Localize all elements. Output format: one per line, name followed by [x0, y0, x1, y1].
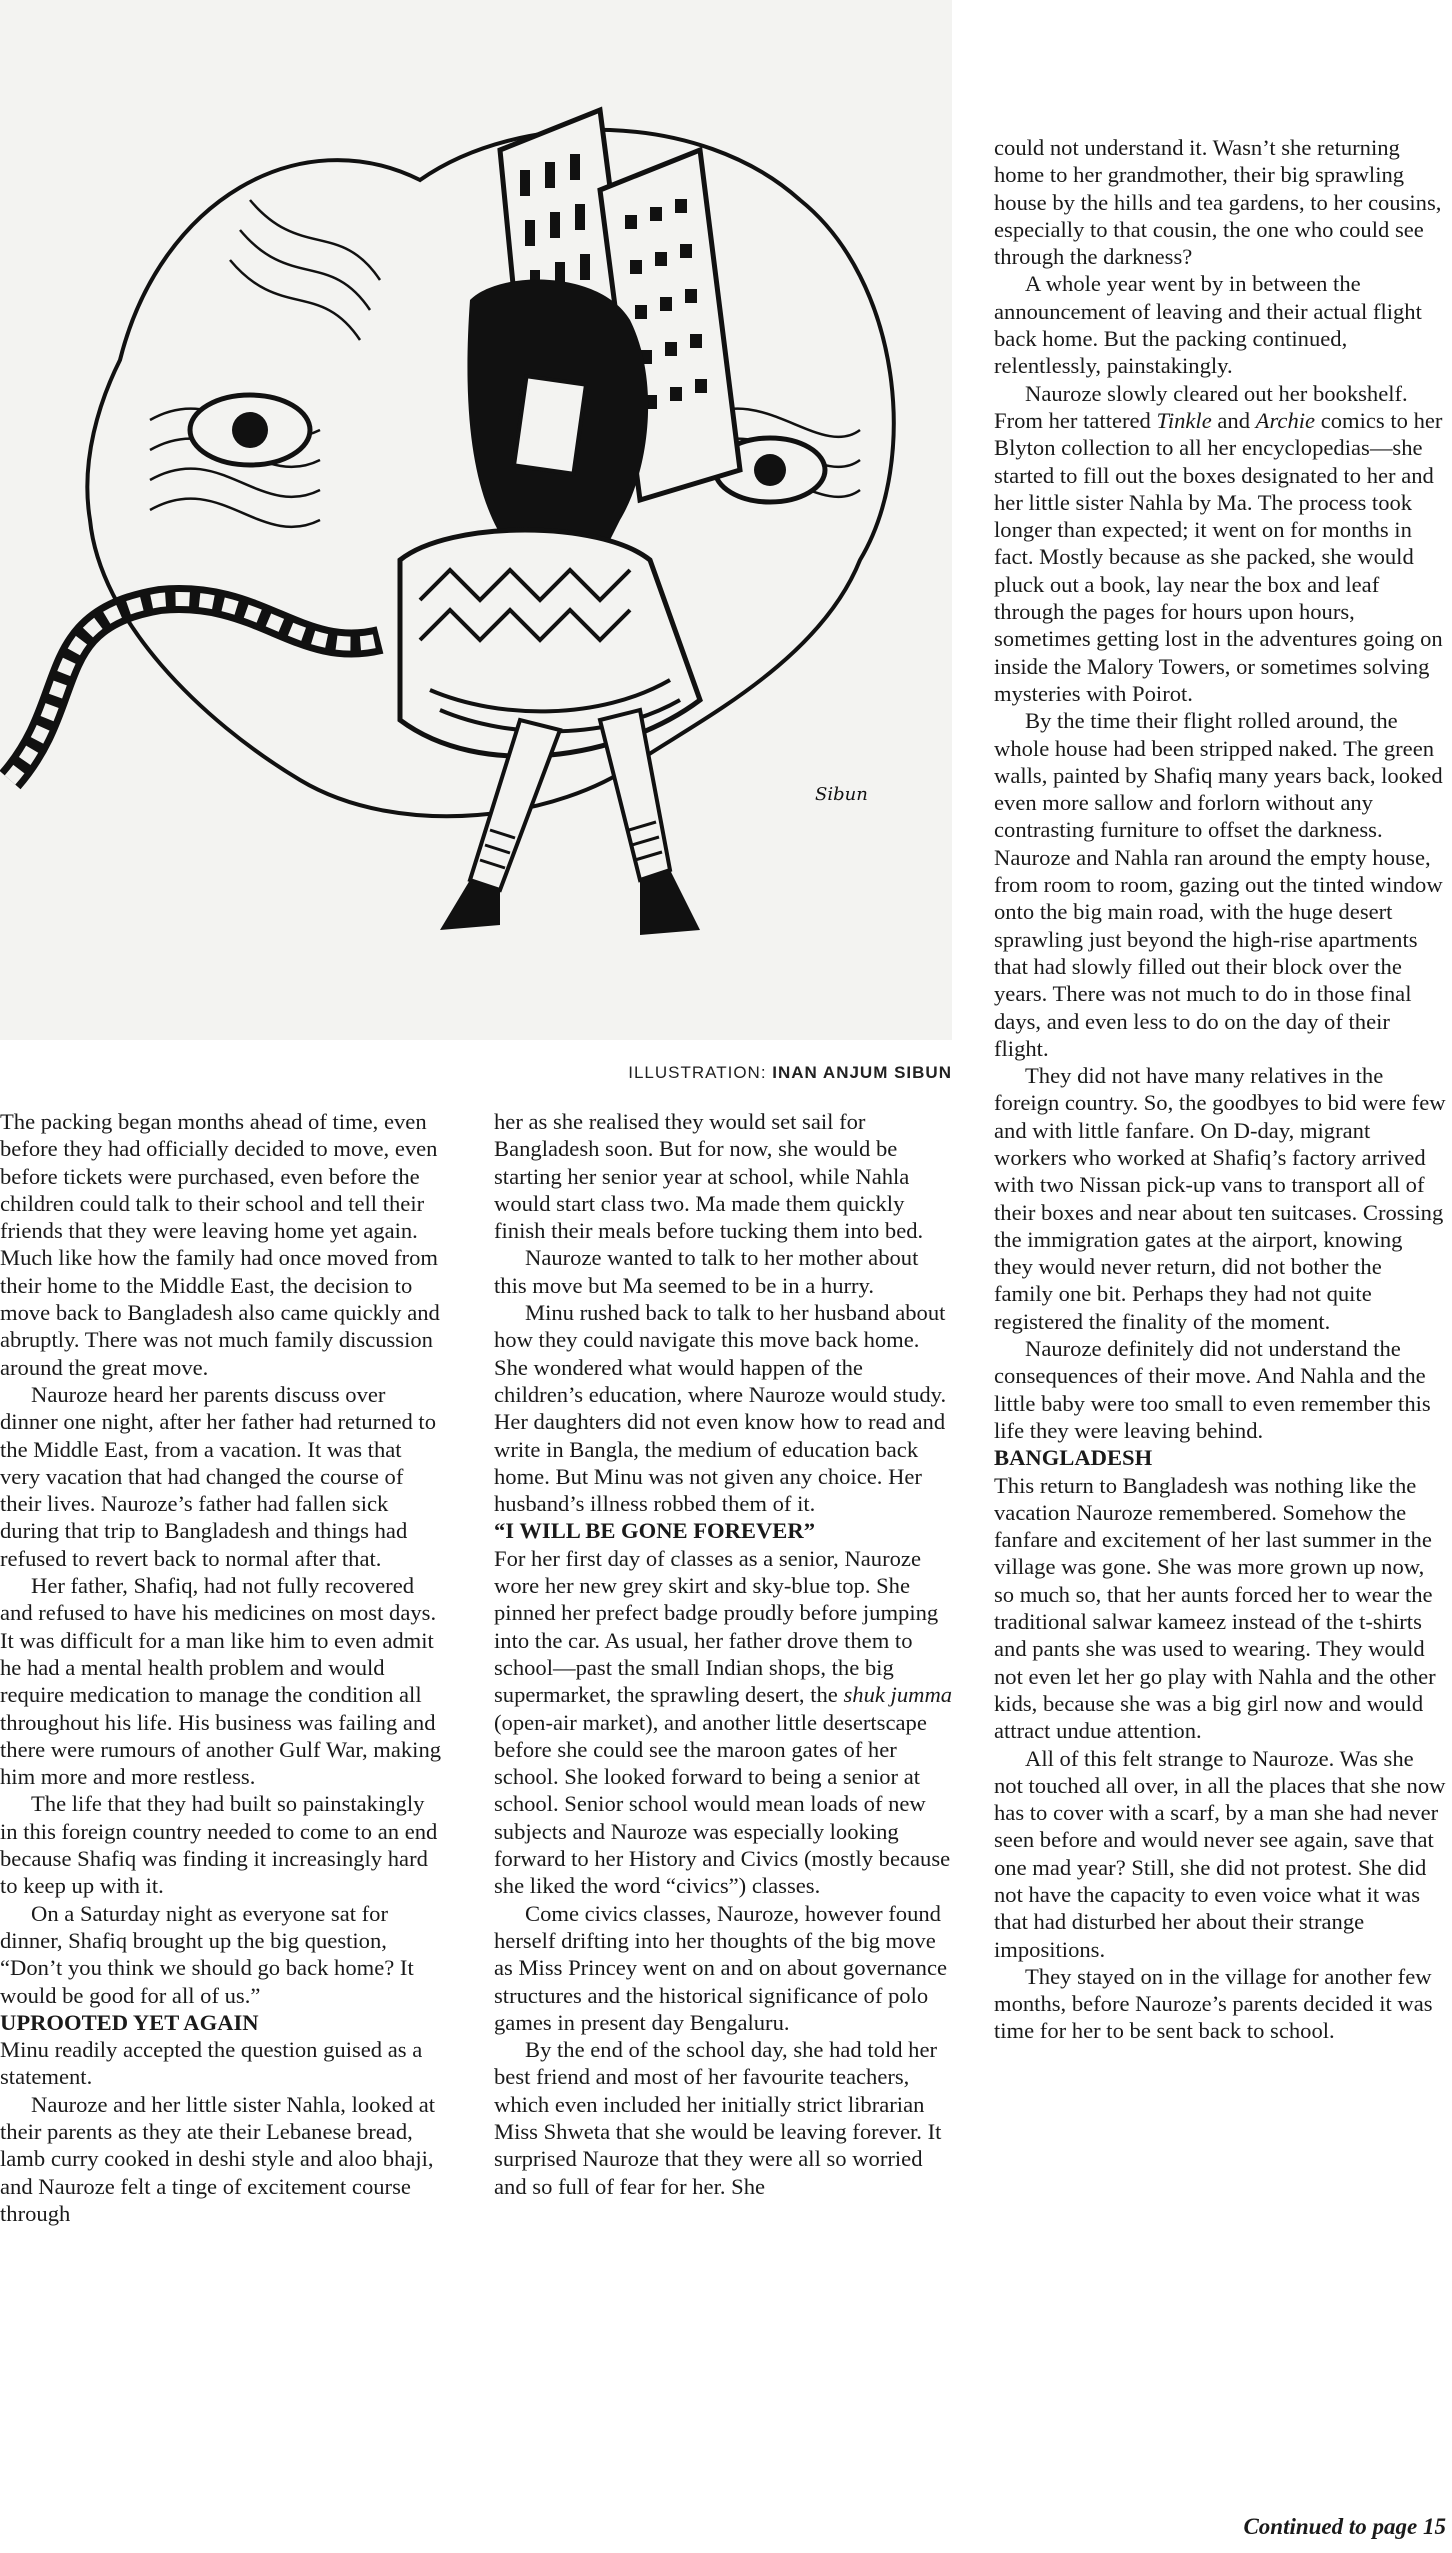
article-illustration	[0, 0, 952, 1040]
section-heading: “I WILL BE GONE FOREVER”	[494, 1518, 815, 1544]
illustration-credit	[612, 1063, 952, 1083]
italic-term: Archie	[1255, 407, 1316, 433]
paragraph: They stayed on in the village for another few months, before Nauroze’s parents decided it was time for her to be sent back to school.	[994, 1963, 1433, 2044]
article-column-2	[494, 1108, 954, 2200]
paragraph: could not understand it. Wasn’t she returning home to her grandmother, their big sprawling house by the hills and tea gardens, to her cousins, especially to that cousin, the one who could see through the darkness?	[994, 135, 1442, 270]
article-column-3	[994, 134, 1446, 2045]
paragraph: Nauroze definitely did not understand the consequences of their move. And Nahla and the little baby were too small to even remember this life they were leaving behind.	[994, 1336, 1431, 1443]
paragraph: This return to Bangladesh was nothing like the vacation Nauroze remembered. Somehow the fanfare and excitement of her last summer in the village was gone. She was more grown up now, so much so, that her aunts forced her to wear the traditional salwar kameez instead of the t-shirts and pants she was used to wearing. They would not even let her go play with Nahla and the other kids, because she was a big girl now and would attract undue attention.	[994, 1472, 1436, 1744]
paragraph: By the end of the school day, she had told her best friend and most of her favourite teachers, which even included her initially strict librarian Miss Shweta that she would be leaving forever. It surprised Nauroze that they were all so worried and so full of fear for her. She	[494, 2037, 942, 2199]
paragraph: The packing began months ahead of time, even before they had officially decided to move, even before tickets were purchased, even before the children could talk to their school and tell their friends that they were leaving home yet again. Much like how the family had once moved from their home to the Middle East, the decision to move back to Bangladesh also came quickly and abruptly. There was not much family discussion around the great move.	[0, 1109, 440, 1380]
italic-term: Tinkle	[1156, 407, 1212, 433]
paragraph: Minu readily accepted the question guised as a statement.	[0, 2037, 423, 2090]
text-run: and	[1217, 407, 1251, 433]
paragraph: A whole year went by in between the announcement of leaving and their actual flight back home. But the packing continued, relentlessly, painstakingly.	[994, 271, 1422, 379]
paragraph: her as she realised they would set sail for Bangladesh soon. But for now, she would be starting her senior year at school, while Nahla would start class two. Ma made them quickly finish their meals before tucking them into bed.	[494, 1109, 924, 1244]
text-run: For her first day of classes as a senior, Nauroze wore her new grey skirt and sky-blue top. She pinned her prefect badge proudly before jumping into the car. As usual, her father drove them to school—past the small Indian shops, the big supermarket, the sprawling desert, the	[494, 1545, 939, 1708]
paragraph: By the time their flight rolled around, the whole house had been stripped naked. The green walls, painted by Shafiq many years back, looked even more sallow and forlorn without any contrasting furniture to offset the darkness. Nauroze and Nahla ran around the empty house, from room to room, gazing out the tinted window onto the big main road, with the huge desert sprawling just beyond the high-rise apartments that had slowly filled out their block over the years. There was not much to do in those final days, and even less to do on the day of their flight.	[994, 708, 1443, 1061]
paragraph: Minu rushed back to talk to her husband about how they could navigate this move back home. She wondered what would happen of the children’s education, where Nauroze would study. Her daughters did not even know how to read and write in Bangla, the medium of education back home. But Minu was not given any choice. Her husband’s illness robbed them of it.	[494, 1300, 947, 1517]
text-run: comics to her Blyton collection to all her encyclopedias—she started to fill out the boxes designated to her and her little sister Nahla by Ma. The process took longer than expected; it went on for months in fact. Mostly because as she packed, she would pluck out a book, lay near the box and leaf through the pages for hours upon hours, sometimes getting lost in the adventures going on inside the Malory Towers, or sometimes solving mysteries with Poirot.	[994, 407, 1443, 706]
ink-drawing	[0, 0, 952, 1040]
credit-name: INAN ANJUM SIBUN	[772, 1063, 952, 1082]
paragraph: The life that they had built so painstakingly in this foreign country needed to come to an end because Shafiq was finding it increasingly hard to keep up with it.	[0, 1791, 438, 1899]
credit-label: ILLUSTRATION:	[628, 1063, 767, 1082]
continued-to-page-link[interactable]: Continued to page 15	[1243, 2514, 1446, 2539]
paragraph: Come civics classes, Nauroze, however found herself drifting into her thoughts of the big move as Miss Princey went on and on about governance structures and the historical significance of polo games in present day Bengaluru.	[494, 1900, 948, 2035]
paragraph: On a Saturday night as everyone sat for dinner, Shafiq brought up the big question, “Don’t you think we should go back home? It would be good for all of us.”	[0, 1900, 414, 2008]
paragraph: All of this felt strange to Nauroze. Was she not touched all over, in all the places that she now has to cover with a scarf, by a man she had never seen before and would never see again, save that one mad year? Still, she did not protest. She did not have the capacity to even voice what it was that had disturbed her about their strange impositions.	[994, 1745, 1446, 1962]
article-column-1	[0, 1108, 445, 2227]
text-run: Nauroze slowly cleared out her bookshelf. From her tattered	[994, 380, 1408, 433]
paragraph	[494, 1545, 954, 1900]
italic-term: shuk jumma	[843, 1682, 953, 1708]
paragraph: They did not have many relatives in the foreign country. So, the goodbyes to bid were few and with little fanfare. On D-day, migrant workers who worked at Shafiq’s factory arrived with two Nissan pick-up vans to transport all of their boxes and near about ten suitcases. Crossing the immigration gates at the airport, knowing they would never return, did not bother the family one bit. Perhaps they had not quite registered the finality of the moment.	[994, 1063, 1446, 1334]
paragraph: Nauroze wanted to talk to her mother about this move but Ma seemed to be in a hurry.	[494, 1245, 919, 1298]
paragraph: Nauroze heard her parents discuss over dinner one night, after her father had returned to the Middle East, from a vacation. It was that very vacation that had changed the course of their lives. Nauroze’s father had fallen sick during that trip to Bangladesh and things had refused to revert back to normal after that.	[0, 1381, 436, 1571]
illustrator-signature: Sibun	[815, 784, 868, 805]
section-heading: UPROOTED YET AGAIN	[0, 2009, 259, 2035]
paragraph: Nauroze and her little sister Nahla, looked at their parents as they ate their Lebanese bread, lamb curry cooked in deshi style and aloo bhaji, and Nauroze felt a tinge of excitement course through	[0, 2091, 436, 2226]
section-heading: BANGLADESH	[994, 1445, 1153, 1471]
paragraph: Her father, Shafiq, had not fully recovered and refused to have his medicines on most days. It was difficult for a man like him to even admit he had a mental health problem and would require medication to manage the condition all throughout his life. His business was failing and there were rumours of another Gulf War, making him more and more restless.	[0, 1573, 442, 1790]
text-run: (open-air market), and another little desertscape before she could see the maroon gates of her school. She looked forward to being a senior at school. Senior school would mean loads of new subjects and Nauroze was especially looking forward to her History and Civics (mostly because she liked the word “civics”) classes.	[494, 1709, 951, 1899]
paragraph	[994, 380, 1446, 708]
